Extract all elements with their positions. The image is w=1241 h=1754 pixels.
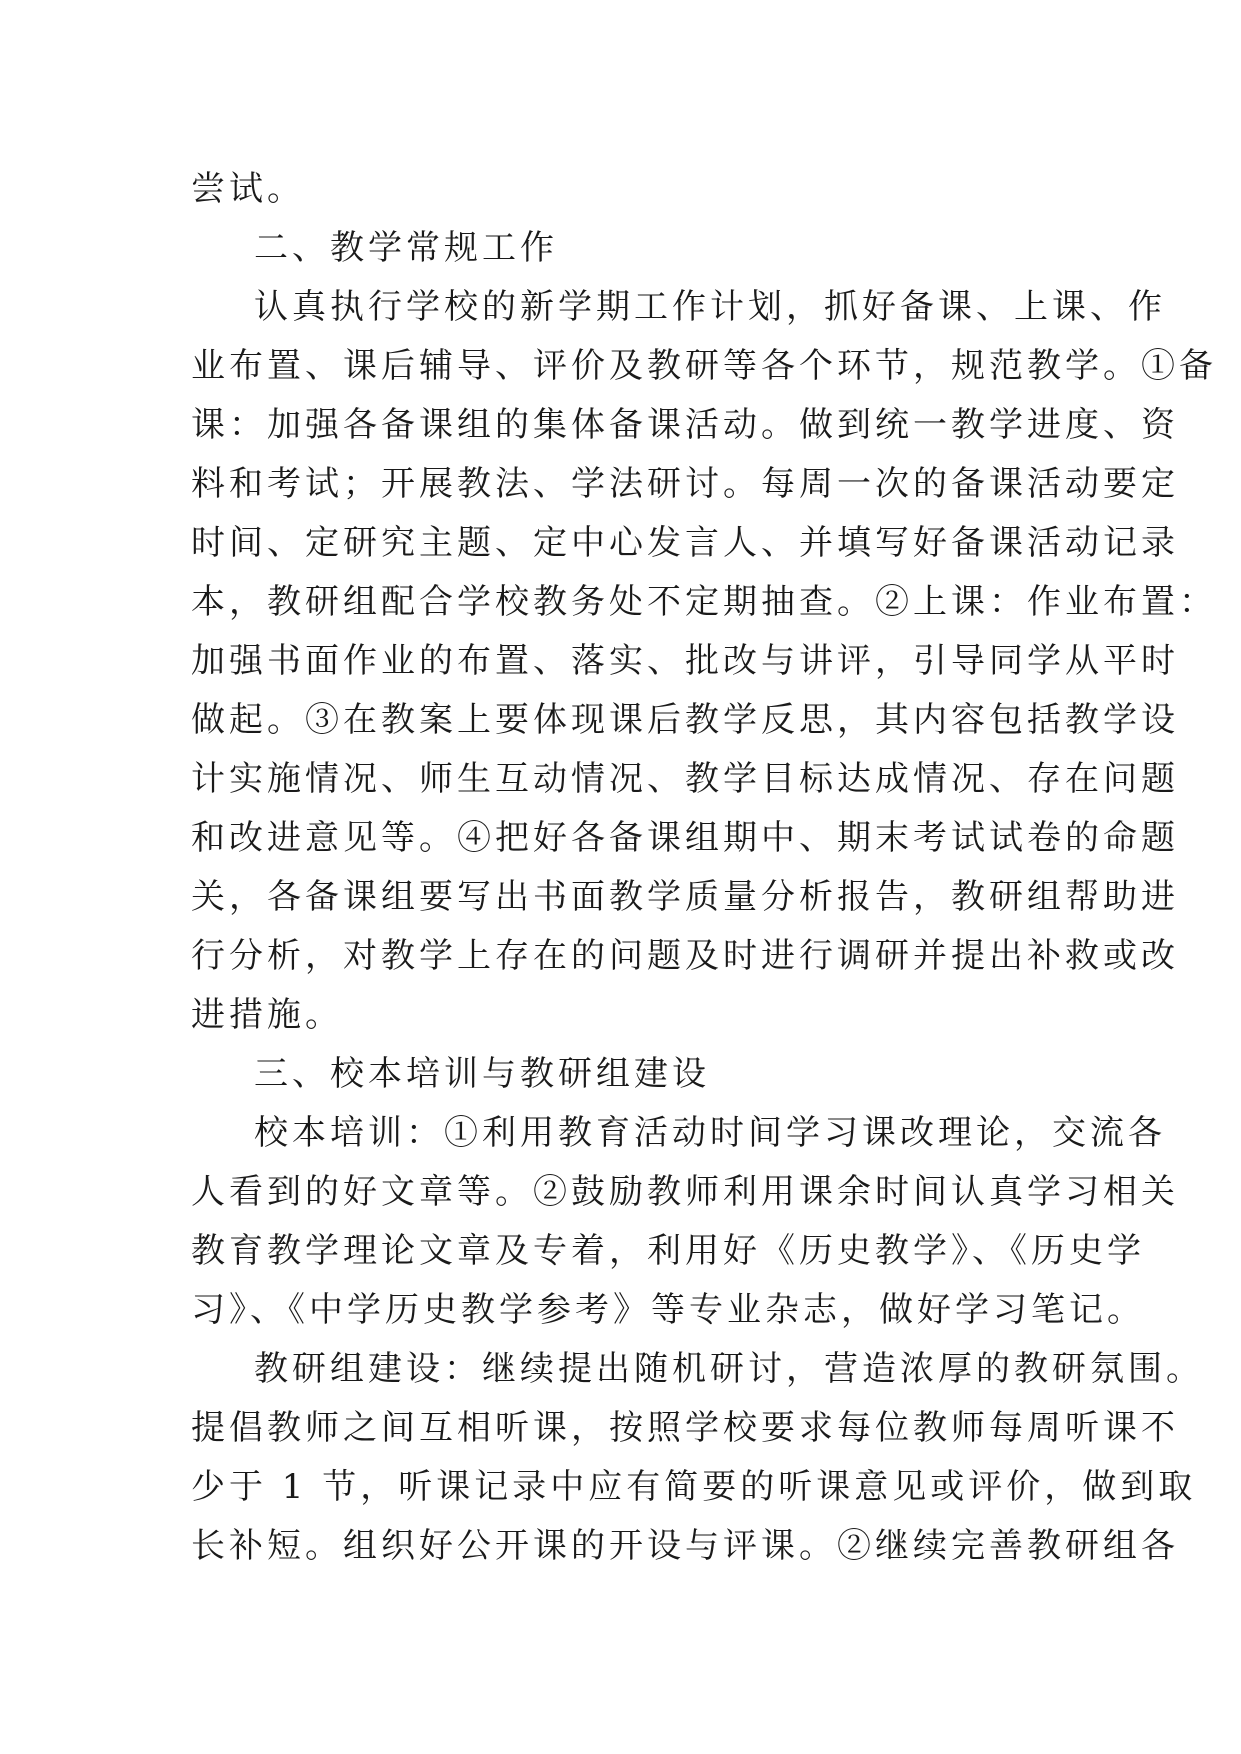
text-line: 进措施。 [191, 995, 343, 1035]
text-line: 计实施情况、师生互动情况、教学目标达成情况、存在问题 [191, 759, 1179, 799]
text-line: 认真执行学校的新学期工作计划，抓好备课、上课、作 [254, 287, 1166, 327]
text-line: 校本培训：①利用教育活动时间学习课改理论，交流各 [254, 1113, 1166, 1153]
text-line: 业布置、课后辅导、评价及教研等各个环节，规范教学。①备 [191, 346, 1217, 386]
text-line: 加强书面作业的布置、落实、批改与讲评，引导同学从平时 [191, 641, 1179, 681]
text-line: 课：加强各备课组的集体备课活动。做到统一教学进度、资 [191, 405, 1179, 445]
text-line: 二、教学常规工作 [254, 228, 558, 268]
text-line: 提倡教师之间互相听课，按照学校要求每位教师每周听课不 [191, 1408, 1179, 1448]
text-line: 少于 1 节，听课记录中应有简要的听课意见或评价，做到取 [191, 1467, 1197, 1507]
text-line: 三、校本培训与教研组建设 [254, 1054, 710, 1094]
text-line: 料和考试；开展教法、学法研讨。每周一次的备课活动要定 [191, 464, 1179, 504]
text-line: 人看到的好文章等。②鼓励教师利用课余时间认真学习相关 [191, 1172, 1179, 1212]
text-line: 长补短。组织好公开课的开设与评课。②继续完善教研组各 [191, 1526, 1179, 1566]
text-line: 和改进意见等。④把好各备课组期中、期末考试试卷的命题 [191, 818, 1179, 858]
text-line: 本，教研组配合学校教务处不定期抽查。②上课：作业布置： [191, 582, 1217, 622]
text-line: 教育教学理论文章及专着，利用好《历史教学》、《历史学 [191, 1231, 1145, 1271]
text-line: 做起。③在教案上要体现课后教学反思，其内容包括教学设 [191, 700, 1179, 740]
text-line: 行分析，对教学上存在的问题及时进行调研并提出补救或改 [191, 936, 1179, 976]
text-line: 关，各备课组要写出书面教学质量分析报告，教研组帮助进 [191, 877, 1179, 917]
text-line: 时间、定研究主题、定中心发言人、并填写好备课活动记录 [191, 523, 1179, 563]
text-line: 尝试。 [191, 169, 305, 209]
text-line: 教研组建设：继续提出随机研讨，营造浓厚的教研氛围。 [254, 1349, 1204, 1389]
document-body [191, 160, 1217, 1576]
text-line: 习》、《中学历史教学参考》等专业杂志，做好学习笔记。 [191, 1290, 1145, 1330]
